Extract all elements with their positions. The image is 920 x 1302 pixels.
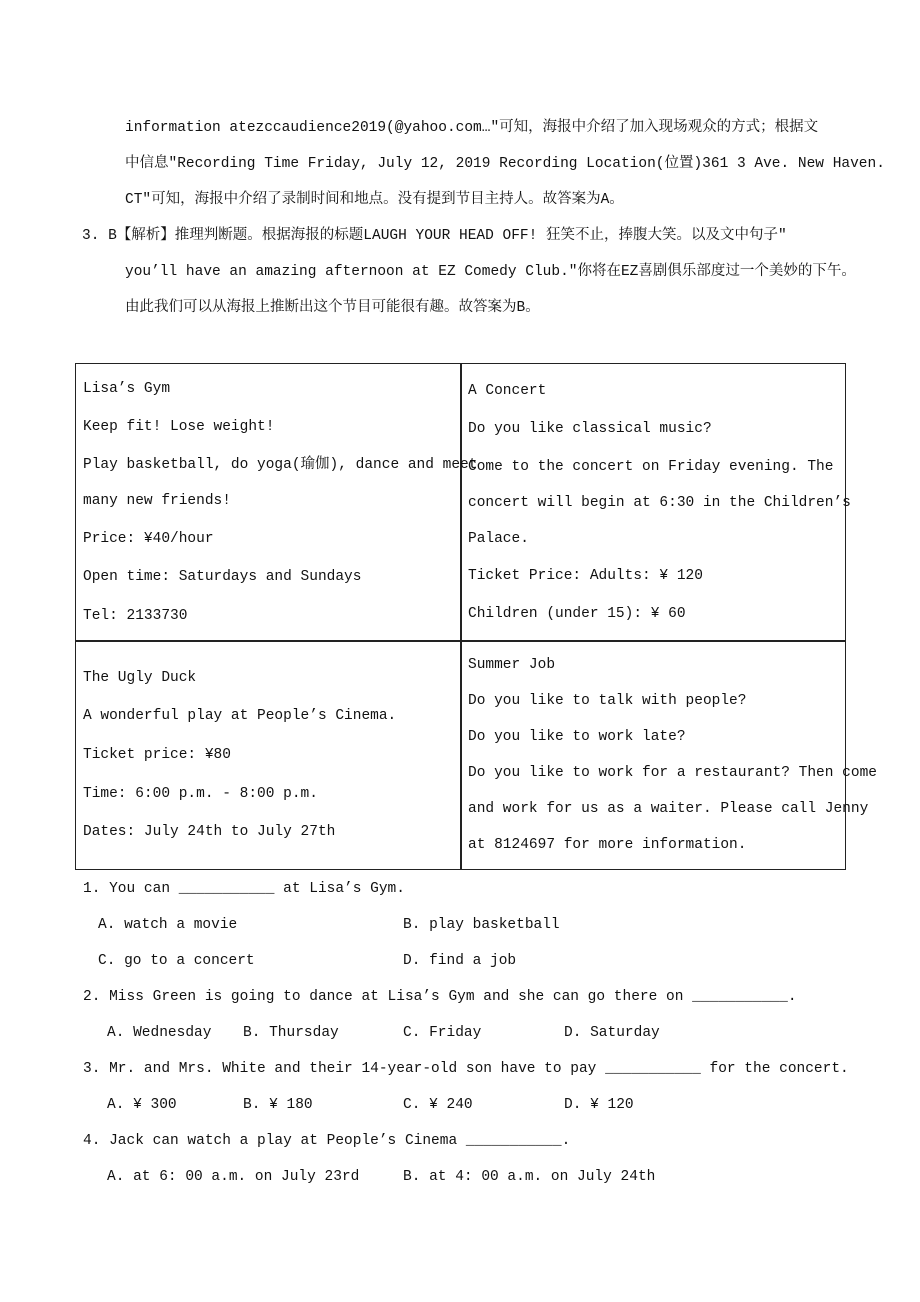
ad-line: Play basketball, do yoga(瑜伽), dance and meet [83,457,478,473]
option: A. at 6: 00 a.m. on July 23rd [107,1169,360,1185]
explanation-line: information atezccaudience2019(@yahoo.com…"可知，海报中介绍了加入现场观众的方式；根据文 [125,120,819,136]
option: B. ¥ 180 [243,1097,313,1113]
ad-title: Lisa’s Gym [83,381,171,397]
ad-line: concert will begin at 6:30 in the Children’s [468,495,851,511]
ad-line: Do you like classical music? [468,421,712,437]
ad-title: Summer Job [468,657,556,673]
ad-line: Open time: Saturdays and Sundays [83,569,362,585]
ad-line: Do you like to talk with people? [468,693,747,709]
ad-line: Time: 6:00 p.m. - 8:00 p.m. [83,786,318,802]
ad-title: A Concert [468,383,547,399]
table-divider [460,364,462,869]
ad-line: Do you like to work for a restaurant? Then come [468,765,877,781]
option: B. at 4: 00 a.m. on July 24th [403,1169,656,1185]
ad-line: A wonderful play at People’s Cinema. [83,708,397,724]
question-3: 3. Mr. and Mrs. White and their 14-year-old son have to pay ___________ for the concert. [83,1061,849,1077]
option: C. Friday [403,1025,482,1041]
ad-line: Children (under 15): ¥ 60 [468,606,686,622]
option: D. find a job [403,953,517,969]
explanation-line: you’ll have an amazing afternoon at EZ Comedy Club."你将在EZ喜剧俱乐部度过一个美妙的下午。 [125,264,856,280]
ad-title: The Ugly Duck [83,670,197,686]
option: B. play basketball [403,917,560,933]
ad-line: Come to the concert on Friday evening. The [468,459,834,475]
ad-line: many new friends! [83,493,231,509]
ad-line: Do you like to work late? [468,729,686,745]
option: D. Saturday [564,1025,660,1041]
ads-table [75,363,877,870]
option: A. ¥ 300 [107,1097,177,1113]
question-2: 2. Miss Green is going to dance at Lisa’s Gym and she can go there on ___________. [83,989,797,1005]
option: A. Wednesday [107,1025,212,1041]
ad-line: Tel: 2133730 [83,608,188,624]
option: C. go to a concert [98,953,255,969]
option: D. ¥ 120 [564,1097,634,1113]
option: C. ¥ 240 [403,1097,473,1113]
ad-line: Ticket price: ¥80 [83,747,231,763]
explanation-line: CT"可知，海报中介绍了录制时间和地点。没有提到节目主持人。故答案为A。 [125,192,624,208]
ad-line: Price: ¥40/hour [83,531,214,547]
ad-line: Palace. [468,531,529,547]
ad-line: at 8124697 for more information. [468,837,747,853]
ad-line: Keep fit! Lose weight! [83,419,275,435]
explanation-line: 3. B【解析】推理判断题。根据海报的标题LAUGH YOUR HEAD OFF! 狂笑不止，捧腹大笑。以及文中句子" [82,228,787,244]
question-4: 4. Jack can watch a play at People’s Cinema ___________. [83,1133,571,1149]
explanation-line: 由此我们可以从海报上推断出这个节目可能很有趣。故答案为B。 [125,300,540,316]
ad-line: Ticket Price: Adults: ¥ 120 [468,568,703,584]
explanation-line: 中信息"Recording Time Friday, July 12, 2019 Recording Location(位置)361 3 Ave. New Haven. [125,156,885,172]
question-1: 1. You can ___________ at Lisa’s Gym. [83,881,405,897]
ad-line: and work for us as a waiter. Please call Jenny [468,801,869,817]
option: B. Thursday [243,1025,339,1041]
table-divider [76,640,845,642]
option: A. watch a movie [98,917,238,933]
ad-line: Dates: July 24th to July 27th [83,824,336,840]
